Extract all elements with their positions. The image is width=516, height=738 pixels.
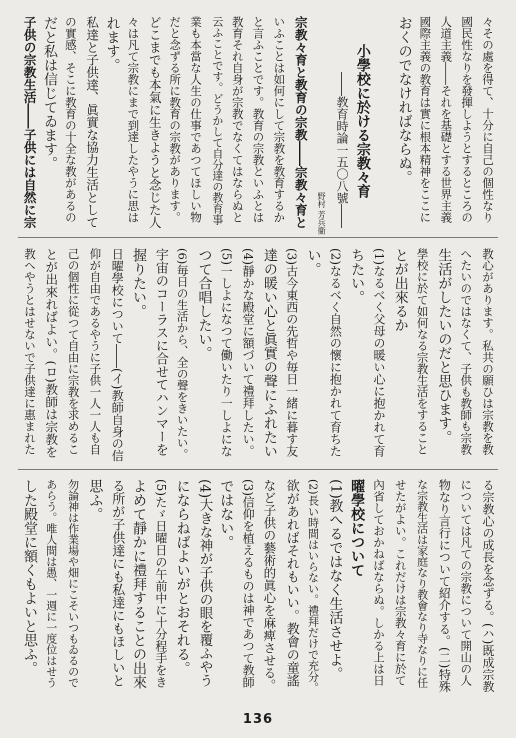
tier-divider	[18, 237, 498, 238]
text-column: (4)靜かな殿堂に額づいて禮拜したい。	[241, 248, 256, 457]
text-column: へたいのではなくて、子供も教師も宗教	[459, 248, 474, 455]
text-column: だと念ずる所に教育の宗教があります。	[168, 16, 183, 223]
text-column: よめて靜かに禮拜することの出來	[131, 479, 147, 689]
text-column: な宗教生活は家庭なり教會なり寺なりに任	[415, 479, 429, 688]
text-column: とが出來るか	[392, 248, 409, 332]
text-column: どこまでも本氣に生きようと念じた人	[147, 16, 163, 229]
text-column: (2)なるべく自然の懷に抱かれて育ちた	[328, 248, 343, 457]
source-line: ――教育時論一五〇八號――	[334, 72, 349, 228]
text-column: 國民性なりを發揮しようとするところの	[460, 16, 475, 223]
author-byline: 野村 芳兵衞	[317, 192, 327, 235]
text-column: ちたい。	[349, 248, 366, 304]
text-column: (3)古今東西の先哲や毎日一緒に暮す友	[284, 248, 299, 457]
text-column: 教心があります。私共の願ひは宗教を教	[481, 248, 495, 455]
text-column: 教育それ自身が宗教でなくてはならぬと	[230, 16, 245, 223]
text-column: の實感、そこに教育の十全な教があるの	[63, 16, 78, 223]
text-column: 握りたい。	[131, 248, 147, 318]
text-column: 教へやうとはせないで子供達に惠まれた	[22, 248, 37, 455]
tier-top	[18, 16, 498, 235]
text-column: (3)信仰を植えるものは神であつて教師	[241, 479, 256, 688]
text-column: いふことは如何にして宗教を教育するか	[272, 16, 287, 223]
text-column: など子供の藝術的眞心を麻痺させる。	[261, 479, 277, 692]
text-column: い。	[305, 248, 322, 276]
text-column: とが出來ればよい。(ロ)教師は宗教を	[43, 248, 59, 458]
text-column: つて合唱したい。	[196, 248, 213, 360]
section-heading: 小學校に於ける宗教々育	[354, 44, 371, 198]
text-column: あらう。唯人間は愚、一週に一度位はせう	[44, 479, 58, 688]
text-column: (5)たゞ日曜日の午前中に十分程手をき	[153, 479, 168, 688]
text-column: (6)毎日の生活から、全の聲をきいたい。	[175, 248, 190, 460]
page-number: 136	[242, 712, 274, 727]
text-column: 思ふ。	[87, 479, 104, 521]
text-column: れます。	[104, 16, 121, 72]
text-column: 云ふことです。どうかして自分達の教育事	[210, 16, 224, 225]
text-column: る宗教心の成長を念ずる。(ハ)既成宗教	[481, 479, 495, 693]
text-column: 勿論神は作業場や畑にこそいつもゐるので	[66, 479, 80, 688]
text-column: 達の暖い心と眞實の聲にふれたい	[261, 248, 278, 458]
text-column: 子供の宗教生活――子供には自然に宗	[22, 16, 38, 229]
text-column: した殿堂に額くもよいと思ふ。	[21, 479, 38, 675]
text-column: せたがよい。これだけは宗教々育に於て	[393, 479, 408, 686]
text-column: 生活がしたいのだと思ひます。	[436, 248, 453, 444]
text-column: については凡ての宗教について開山の人	[459, 479, 474, 686]
text-column: (1)教へるではなく生活させよ。	[327, 479, 344, 681]
text-column: 私達と子供達、眞實な協力生活として	[84, 16, 100, 229]
text-column: 曜學校について	[349, 479, 366, 577]
text-column: 宗教々育と教育の宗教――宗教々育と	[293, 16, 309, 229]
text-column: 國際主義の教育は實に根本精神をここに	[418, 16, 433, 223]
text-column: (2)長い時間はいらない。禮拜だけで充分。	[306, 479, 320, 693]
text-column: 日曜學校について――(イ)教師自身の信	[110, 248, 125, 462]
text-column: 業も本當な人生の仕事であつてほしい物	[188, 16, 203, 223]
text-column: だと私は信じてゐます。	[41, 16, 58, 170]
text-column: 學校に於て如何なる宗教生活をすること	[415, 248, 430, 455]
text-column: ではない。	[218, 479, 235, 549]
text-column: おくのでなければならぬ。	[396, 16, 413, 184]
text-column: 內省しておかねばならぬ。しかる上は日	[371, 479, 386, 686]
text-column: 物なり言行について紹介する。(二)特殊	[437, 479, 452, 693]
text-column: 欲があればそれもいい。教會の童謠	[283, 479, 299, 687]
text-column: (5)一しよになつて働いたり一しよにな	[219, 248, 234, 457]
tier-middle	[18, 248, 498, 462]
text-column: 々その處を得て、十分に自己の個性なり	[481, 16, 495, 223]
text-column: る所が子供達にも私達にもほしいと	[109, 479, 125, 687]
text-column: 人道主義――それを基礎とする世界主義	[439, 16, 454, 223]
text-column: (4)大きな神が子供の眼を覆ふやう	[196, 479, 213, 688]
tier-bottom	[18, 479, 498, 693]
text-column: 宇宙のコーラスに合せてハンマーを	[152, 248, 168, 456]
text-column: 己の個性に從つて自由に宗教を求めるこ	[66, 248, 81, 455]
text-column: 々は凡て宗教にまで到達したやうに思は	[126, 16, 141, 223]
text-column: (1)なるべく父母の暖い心に抱かれて育	[371, 248, 386, 457]
text-column: と言ふことです。教育の宗教といふとは	[251, 16, 266, 223]
text-column: 仰が自由であるやうに子供一人一人も自	[88, 248, 103, 455]
tier-divider	[18, 469, 498, 470]
text-column: にならねばよいがとおそれる。	[174, 479, 191, 675]
